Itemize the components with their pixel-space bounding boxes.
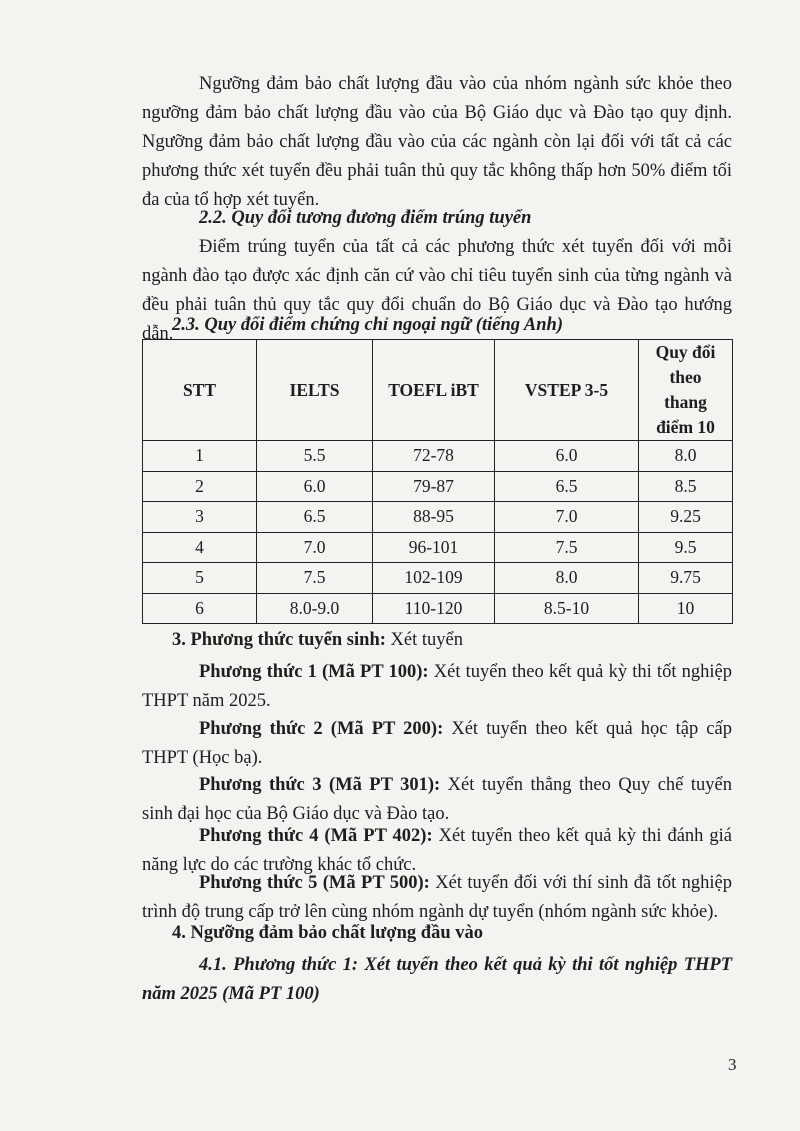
method-3-label: Phương thức 3 (Mã PT 301):: [199, 775, 441, 795]
paragraph-input-threshold: Ngưỡng đảm bảo chất lượng đầu vào của nhóm ngành sức khỏe theo ngưỡng đảm bảo chất lượng đầu vào của Bộ Giáo dục và Đào tạo quy định. Ngưỡng đảm bảo chất lượng đầu vào của các ngành còn lại đối với tất cả các phương thức xét tuyển đều phải tuân thủ quy tắc không thấp hơn 50% điểm tối đa của tổ hợp xét tuyển.: [142, 74, 732, 210]
cell-ielts: 5.5: [257, 441, 373, 472]
method-5-text: Xét tuyển đối với thí sinh đã tốt nghiệp trình độ trung cấp trở lên cùng nhóm ngành dự tuyển (nhóm ngành sức khỏe).: [142, 873, 732, 922]
cell-score10: 8.0: [639, 441, 733, 472]
method-3-text: Xét tuyển thẳng theo Quy chế tuyển sinh đại học của Bộ Giáo dục và Đào tạo.: [142, 775, 732, 824]
method-1: [142, 658, 732, 716]
table-row: [143, 563, 733, 594]
method-2-label: Phương thức 2 (Mã PT 200):: [199, 719, 444, 739]
cell-stt: 1: [143, 441, 257, 472]
cell-score10: 9.25: [639, 502, 733, 533]
cell-stt: 3: [143, 502, 257, 533]
cell-toefl: 79-87: [373, 471, 495, 502]
table-row: [143, 593, 733, 624]
col-header-score10: Quy đổi theo thang điểm 10: [639, 340, 733, 441]
cell-score10: 8.5: [639, 471, 733, 502]
cell-toefl: 110-120: [373, 593, 495, 624]
cell-stt: 5: [143, 563, 257, 594]
method-1-label: Phương thức 1 (Mã PT 100):: [199, 662, 429, 682]
table-header-row: [143, 340, 733, 441]
method-2-text: Xét tuyển theo kết quả học tập cấp THPT (Học bạ).: [142, 719, 732, 768]
cell-toefl: 88-95: [373, 502, 495, 533]
method-4-text: Xét tuyển theo kết quả kỳ thi đánh giá năng lực do các trường khác tổ chức.: [142, 826, 732, 875]
paragraph-conversion: Điểm trúng tuyển của tất cả các phương thức xét tuyển đối với mỗi ngành đào tạo được xác định căn cứ vào chỉ tiêu tuyển sinh của từng ngành và đều phải tuân thủ quy tắc quy đổi chuẩn do Bộ Giáo dục và Đào tạo hướng dẫn.: [142, 237, 732, 344]
section-3-title-rest: Xét tuyển: [385, 630, 463, 650]
page-number: 3: [728, 1055, 737, 1074]
cell-ielts: 7.5: [257, 563, 373, 594]
section-3-heading: [172, 626, 762, 655]
col-header-stt: STT: [143, 340, 257, 441]
method-4-label: Phương thức 4 (Mã PT 402):: [199, 826, 433, 846]
cell-toefl: 102-109: [373, 563, 495, 594]
cell-vstep: 6.5: [495, 471, 639, 502]
section-4-heading: 4. Ngưỡng đảm bảo chất lượng đầu vào: [172, 923, 483, 943]
heading-2-2: 2.2. Quy đổi tương đương điểm trúng tuyển: [199, 208, 532, 228]
method-1-text: Xét tuyển theo kết quả kỳ thi tốt nghiệp THPT năm 2025.: [142, 662, 732, 711]
table-row: [143, 441, 733, 472]
cell-ielts: 8.0-9.0: [257, 593, 373, 624]
cell-score10: 10: [639, 593, 733, 624]
cell-ielts: 7.0: [257, 532, 373, 563]
english-cert-table: [142, 339, 733, 624]
cell-vstep: 8.0: [495, 563, 639, 594]
cell-vstep: 7.0: [495, 502, 639, 533]
section-3-title: 3. Phương thức tuyển sinh:: [172, 630, 386, 650]
col-header-ielts: IELTS: [257, 340, 373, 441]
section-4-1-heading: 4.1. Phương thức 1: Xét tuyển theo kết quả kỳ thi tốt nghiệp THPT năm 2025 (Mã PT 100): [142, 955, 732, 1004]
cell-score10: 9.75: [639, 563, 733, 594]
cell-stt: 4: [143, 532, 257, 563]
cell-score10: 9.5: [639, 532, 733, 563]
table-row: [143, 532, 733, 563]
col-header-vstep: VSTEP 3-5: [495, 340, 639, 441]
cell-toefl: 72-78: [373, 441, 495, 472]
cell-toefl: 96-101: [373, 532, 495, 563]
cell-vstep: 7.5: [495, 532, 639, 563]
col-header-toefl: TOEFL iBT: [373, 340, 495, 441]
cell-ielts: 6.5: [257, 502, 373, 533]
method-5-label: Phương thức 5 (Mã PT 500):: [199, 873, 430, 893]
cell-vstep: 6.0: [495, 441, 639, 472]
cell-vstep: 8.5-10: [495, 593, 639, 624]
cell-stt: 2: [143, 471, 257, 502]
table-row: [143, 502, 733, 533]
table-row: [143, 471, 733, 502]
method-2: [142, 715, 732, 773]
method-3: [142, 771, 732, 829]
cell-ielts: 6.0: [257, 471, 373, 502]
cell-stt: 6: [143, 593, 257, 624]
heading-2-3: 2.3. Quy đổi điểm chứng chỉ ngoại ngữ (tiếng Anh): [172, 315, 564, 335]
